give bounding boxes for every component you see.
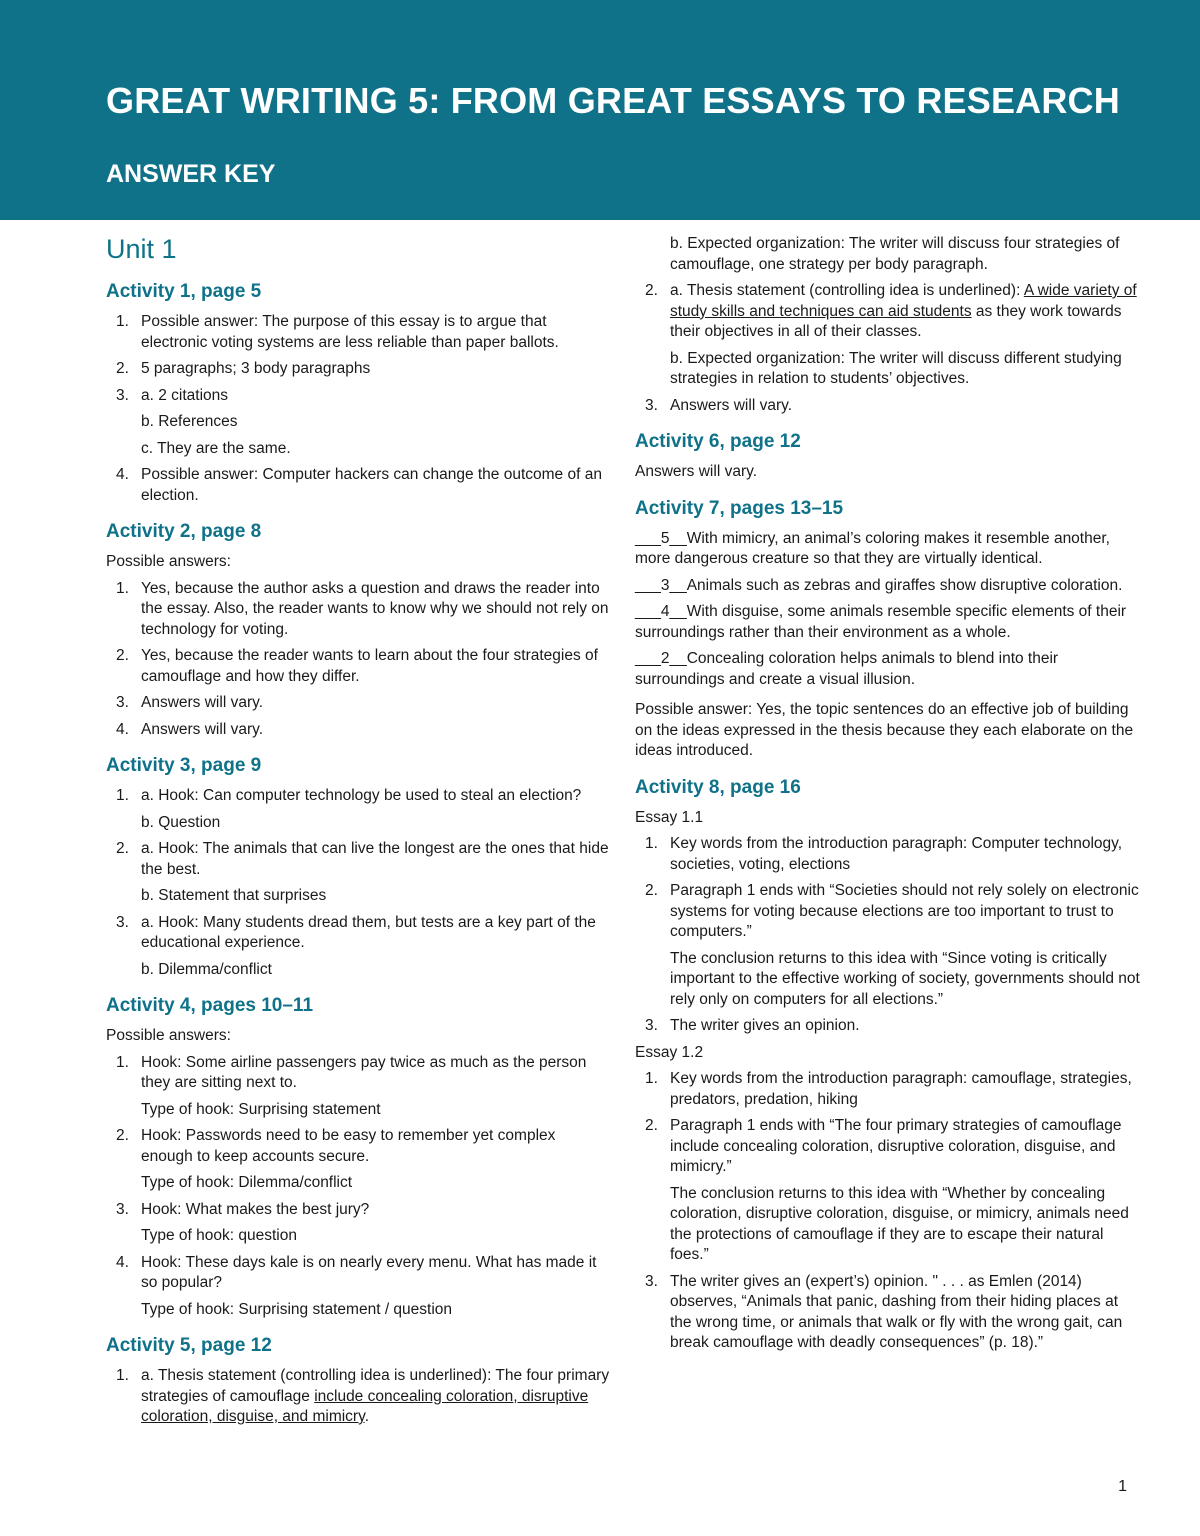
activity-7-answer: Possible answer: Yes, the topic sentences do an effective job of building on the ideas expressed in the thesis because they each elaborate on the ideas introduced. — [635, 701, 1134, 759]
activity-4-heading: Activity 4, pages 10–11 — [106, 995, 314, 1016]
activity-3-heading: Activity 3, page 9 — [106, 755, 262, 776]
header-banner — [0, 0, 1200, 220]
list-item: b. Expected organization: The writer will discuss four strategies of camouflage, one strategy per body paragraph. — [670, 235, 1120, 273]
sub-answer: b. Dilemma/conflict — [141, 960, 272, 978]
activity-7-heading: Activity 7, pages 13–15 — [635, 497, 844, 519]
list-item: 1. Possible answer: The purpose of this essay is to argue that electronic voting systems are less reliable than paper ballots. — [116, 313, 559, 351]
list-item: 4. Answers will vary. — [116, 720, 264, 738]
list-item: 4. Possible answer: Computer hackers can change the outcome of an election. — [116, 466, 602, 504]
sub-answer: The conclusion returns to this idea with “Since voting is critically important to the effective working of society, governments should not rely only on computers for all elections.” — [670, 949, 1140, 1008]
list-item: 1. Key words from the introduction paragraph: Computer technology, societies, voting, elections — [645, 835, 1123, 873]
sub-answer: c. They are the same. — [141, 439, 291, 457]
left-column — [106, 232, 611, 1434]
unit-heading: Unit 1 — [106, 234, 177, 264]
sub-answer: b. References — [141, 413, 238, 430]
hook-type: Type of hook: question — [141, 1227, 297, 1244]
activity-5-list — [106, 1366, 611, 1428]
activity-4-intro: Possible answers: — [106, 1027, 231, 1044]
underlined-controlling-idea: include concealing coloration, disruptive coloration, disguise, and mimicry — [141, 1387, 589, 1425]
activity-3-list — [106, 786, 611, 980]
document-title: GREAT WRITING 5: FROM GREAT ESSAYS TO RESEARCH — [106, 80, 1120, 121]
ordering-line: ___4__With disguise, some animals resemble specific elements of their surroundings rather than their environment as a whole. — [635, 603, 1127, 641]
hook-type: Type of hook: Surprising statement / question — [141, 1300, 453, 1318]
list-item: 2. a. Thesis statement (controlling idea is underlined): A wide variety of study skills and techniques can aid students as they work towards their objectives in all of their classes. b. Expected organization: The writer will discuss different studying strategies in relation to students’ objectives. — [635, 281, 1140, 390]
list-item: 3. Answers will vary. — [645, 396, 793, 414]
hook-type: Type of hook: Surprising statement — [141, 1100, 381, 1118]
activity-6-text: Answers will vary. — [635, 463, 758, 480]
sub-answer: b. Statement that surprises — [141, 887, 327, 904]
page-number: 1 — [1118, 1478, 1127, 1495]
activity-2-intro: Possible answers: — [106, 553, 231, 570]
list-item: 1. Key words from the introduction paragraph: camouflage, strategies, predators, predation, hiking — [645, 1070, 1132, 1108]
list-item: 1. a. Hook: Can computer technology be used to steal an election? b. Question — [106, 786, 611, 833]
activity-4-list — [106, 1053, 611, 1321]
list-item: 3. Answers will vary. — [116, 694, 264, 711]
sub-answer: b. Question — [141, 813, 221, 831]
activity-2-list — [106, 579, 611, 741]
list-item: 3. a. 2 citations b. References c. They are the same. — [106, 386, 611, 460]
activity-1-heading: Activity 1, page 5 — [106, 281, 262, 302]
list-item: 3. a. Hook: Many students dread them, but tests are a key part of the educational experience. b. Dilemma/conflict — [106, 913, 611, 981]
list-item: 3. Hook: What makes the best jury? Type of hook: question — [106, 1200, 611, 1247]
activity-5-list-continued — [635, 234, 1140, 416]
ordering-line: ___2__Concealing coloration helps animals to blend into their surroundings and create a visual illusion. — [635, 650, 1059, 688]
list-item: 2. Paragraph 1 ends with “The four primary strategies of camouflage include concealing coloration, disruptive coloration, disguise, and mimicry.” The conclusion returns to this idea with “Whether by concealing coloration, disruptive coloration, disguise, or mimicry, animals need the protections of camouflage if they are to escape their natural foes.” — [635, 1116, 1140, 1266]
ordering-line: ___3__Animals such as zebras and giraffes show disruptive coloration. — [635, 576, 1123, 594]
ordering-line: ___5__With mimicry, an animal’s coloring makes it resemble another, more dangerous creature so that they are virtually identical. — [635, 529, 1110, 567]
sub-answer: b. Expected organization: The writer will discuss different studying strategies in relation to students’ objectives. — [670, 349, 1122, 387]
list-item: 3. The writer gives an opinion. — [645, 1017, 860, 1034]
essay-1-2-list — [635, 1069, 1140, 1354]
list-item: 2. Hook: Passwords need to be easy to remember yet complex enough to keep accounts secure. Type of hook: Dilemma/conflict — [106, 1126, 611, 1194]
document-subtitle: ANSWER KEY — [106, 160, 276, 188]
activity-8-heading: Activity 8, page 16 — [635, 776, 801, 798]
underlined-controlling-idea: A wide variety of study skills and techniques can aid students — [670, 282, 1137, 320]
activity-5-heading: Activity 5, page 12 — [106, 1335, 272, 1356]
activity-1-list — [106, 312, 611, 506]
list-item: 3. The writer gives an (expert’s) opinion. " . . . as Emlen (2014) observes, “Animals that panic, dashing from their hiding places at the wrong time, or animals that walk or fly with the wrong gait, can break camouflage with deadly consequences” (p. 18).” — [645, 1272, 1123, 1351]
list-item: 2. 5 paragraphs; 3 body paragraphs — [116, 360, 371, 377]
hook-type: Type of hook: Dilemma/conflict — [141, 1174, 353, 1191]
list-item: 4. Hook: These days kale is on nearly every menu. What has made it so popular? Type of hook: Surprising statement / question — [106, 1253, 611, 1321]
activity-2-heading: Activity 2, page 8 — [106, 521, 262, 542]
essay-1-1-list — [635, 834, 1140, 1037]
activity-6-heading: Activity 6, page 12 — [635, 431, 801, 452]
list-item: 1. Hook: Some airline passengers pay twice as much as the person they are sitting next to. Type of hook: Surprising statement — [106, 1053, 611, 1121]
essay-label: Essay 1.1 — [635, 808, 704, 826]
sub-answer: The conclusion returns to this idea with “Whether by concealing coloration, disruptive coloration, disguise, or mimicry, animals need the protections of camouflage if they are to escape their natural foes.” — [670, 1184, 1129, 1263]
essay-label: Essay 1.2 — [635, 1043, 704, 1061]
list-item: 1. Yes, because the author asks a question and draws the reader into the essay. Also, the reader wants to know why we should not rely on technology for voting. — [116, 579, 609, 638]
list-item: 2. Paragraph 1 ends with “Societies should not rely solely on electronic systems for voting because elections are too important to trust to computers.” The conclusion returns to this idea with “Since voting is critically important to the effective working of society, governments should not rely only on computers for all elections.” — [635, 881, 1140, 1010]
list-item: 2. a. Hook: The animals that can live the longest are the ones that hide the best. b. Statement that surprises — [106, 839, 611, 907]
list-item: 2. Yes, because the reader wants to learn about the four strategies of camouflage and how they differ. — [116, 647, 598, 685]
right-column — [635, 232, 1140, 1360]
list-item: 1. a. Thesis statement (controlling idea is underlined): The four primary strategies of camouflage include concealing coloration, disruptive coloration, disguise, and mimicry. — [116, 1367, 610, 1425]
